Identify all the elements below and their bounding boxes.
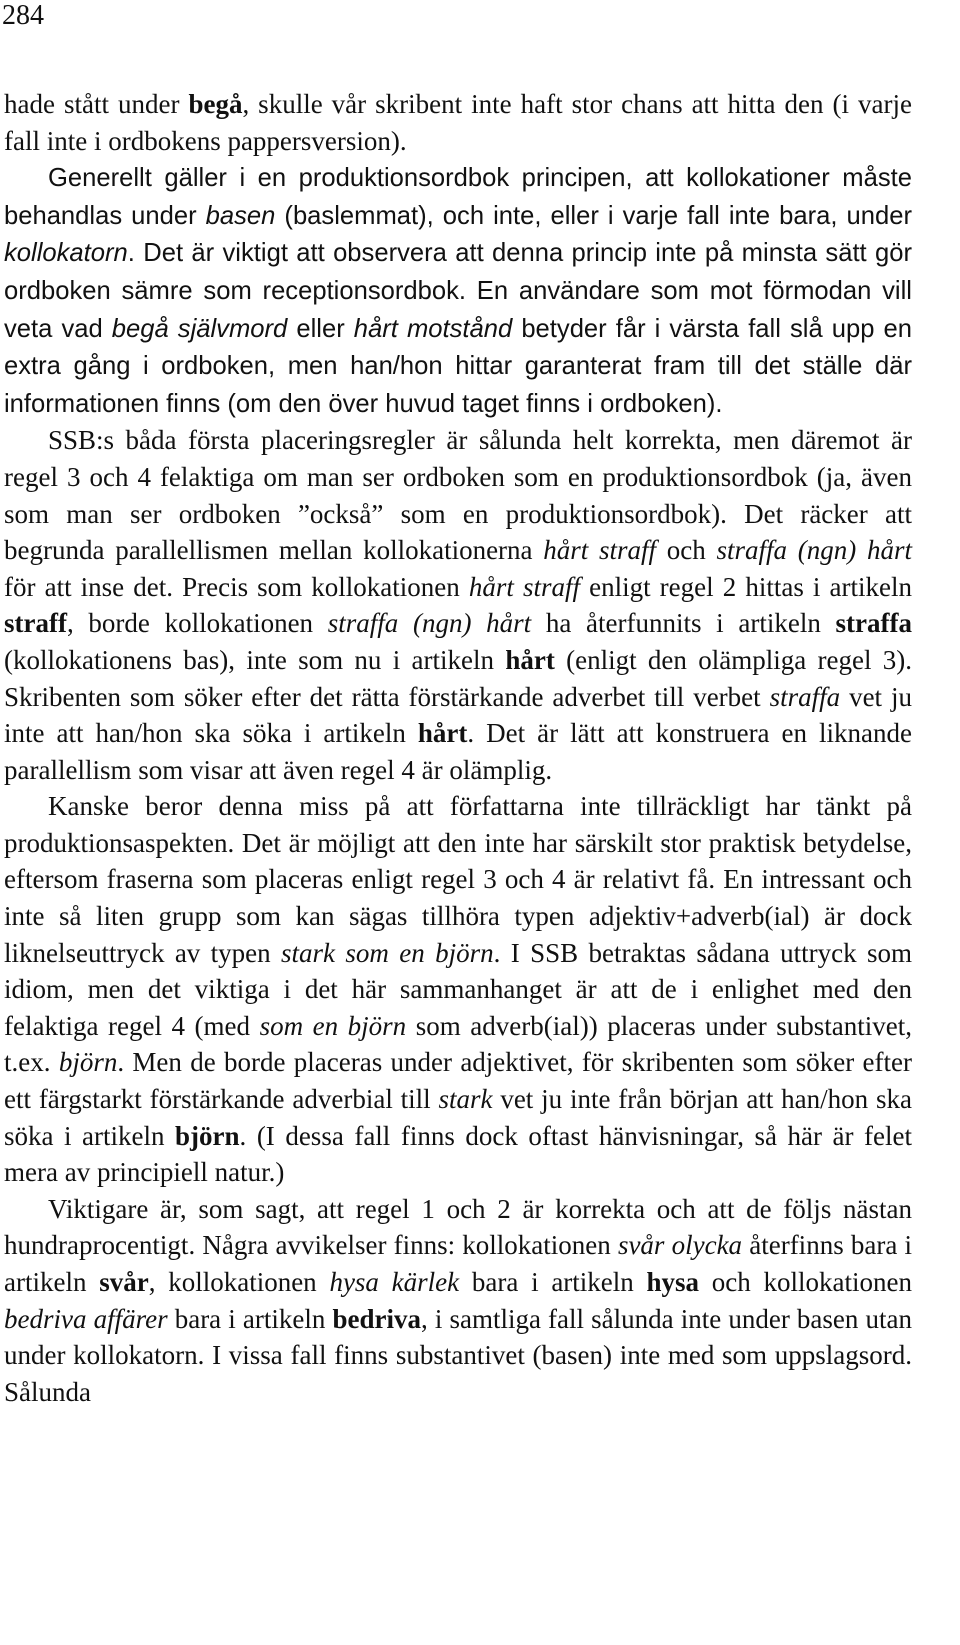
text-run: . Det är viktigt att observera att denna princip inte på minsta sätt gör ordboken sämre som receptionsordbok. En användare som mot förmodan vill veta vad: [4, 239, 912, 343]
example-run: hysa kärlek: [329, 1267, 460, 1297]
text-run: hade stått under: [4, 89, 189, 119]
example-run: bedriva affärer: [4, 1303, 168, 1334]
example-run: hårt motstånd: [353, 314, 513, 343]
headword-run: björn: [175, 1120, 240, 1151]
text-run: (kollokationens bas), inte som nu i artikeln: [4, 644, 506, 675]
example-run: som en björn: [259, 1010, 407, 1041]
text-run: ha återfunnits i artikeln: [531, 608, 836, 639]
example-run: hårt straff: [468, 571, 580, 602]
paragraph-p2: [4, 159, 912, 422]
text-run: . I SSB betraktas sådana uttryck som idiom, men det viktiga i det här sammanhanget är att de i enlighet med den felaktiga regel 4 (med: [4, 937, 912, 1041]
text-run: enligt regel 2 hittas i artikeln: [580, 571, 912, 602]
headword-run: begå: [188, 89, 243, 119]
text-run: Kanske beror denna miss på att författarna inte tillräckligt har tänkt på produktionsaspekten. Det är möjligt att den inte har särskilt stor praktisk betydelse, eftersom fraserna som placeras enligt regel 3 och 4 är relativt få. En intressant och inte så liten grupp som kan sägas tillhöra typen adjektiv+adverb(ial) är dock liknelseuttryck av typen: [4, 791, 912, 968]
example-run: straffa (ngn) hårt: [716, 535, 913, 566]
body-text: [4, 86, 912, 1410]
example-run: kollokatorn: [4, 239, 128, 268]
text-run: eller: [287, 314, 354, 343]
text-run: återfinns bara i artikeln: [4, 1230, 912, 1297]
headword-run: hårt: [505, 644, 555, 675]
text-run: , kollokationen: [148, 1267, 330, 1297]
text-run: vet ju inte från början att han/hon ska söka i artikeln: [4, 1084, 912, 1151]
headword-run: hysa: [646, 1267, 700, 1297]
text-run: , skulle vår skribent inte haft stor chans att hitta den (i varje fall inte i ordbokens pappersversion).: [4, 89, 912, 156]
example-run: stark: [438, 1084, 493, 1115]
text-run: SSB:s båda första placeringsregler är sålunda helt korrekta, men däremot är regel 3 och 4 felaktiga om man ser ordboken som en produktionsordbok (ja, även som man ser ordboken ”också” som en produktionsordbok). Det räcker att begrunda parallellismen mellan kollokationerna: [4, 425, 912, 566]
text-run: . Men de borde placeras under adjektivet, för skribenten som söker efter ett färgstarkt förstärkande adverbial till: [4, 1047, 912, 1115]
text-run: och: [656, 535, 717, 566]
text-run: . (I dessa fall finns dock oftast hänvisningar, så här är felet mera av principiell natur.): [4, 1120, 912, 1188]
example-run: stark som en björn: [281, 937, 494, 968]
example-run: hårt straff: [543, 535, 657, 566]
headword-run: bedriva: [332, 1303, 421, 1334]
paragraph-p1: [4, 86, 912, 159]
text-run: och kollokationen: [699, 1267, 913, 1297]
text-run: betyder får i värsta fall slå upp en extra gång i ordboken, men han/hon hittar garanterat fram till det ställe där informationen finns (om den över huvud taget finns i ordboken).: [4, 314, 912, 418]
text-run: (enligt den olämpliga regel 3). Skribenten som söker efter det rätta förstärkande adverbet till verbet: [4, 644, 913, 712]
text-run: , borde kollokationen: [66, 608, 328, 639]
text-run: (baslemmat), och inte, eller i varje fall inte bara, under: [275, 201, 912, 230]
headword-run: svår: [99, 1267, 149, 1297]
headword-run: straff: [4, 608, 67, 639]
text-run: . Det är lätt att konstruera en liknande parallellism som visar att även regel 4 är olämplig.: [4, 718, 912, 785]
headword-run: hårt: [417, 718, 468, 749]
text-run: Generellt gäller i en produktionsordbok principen, att kollokationer måste behandlas under: [4, 164, 912, 230]
example-run: straffa (ngn) hårt: [327, 608, 532, 639]
text-run: bara i artikeln: [167, 1303, 333, 1334]
paragraph-p5: [4, 1191, 912, 1411]
text-run: som adverb(ial)) placeras under substantivet, t.ex.: [4, 1010, 913, 1078]
text-run: , i samtliga fall sålunda inte under basen utan under kollokatorn. I vissa fall finns substantivet (basen) inte med som uppslagsord. Sålunda: [4, 1303, 912, 1407]
text-run: Viktigare är, som sagt, att regel 1 och 2 är korrekta och att de följs nästan hundraprocentigt. Några avvikelser finns: kollokationen: [4, 1193, 912, 1261]
headword-run: straffa: [835, 608, 912, 639]
paragraph-p4: [4, 788, 912, 1191]
text-run: vet ju inte att han/hon ska söka i artikeln: [4, 681, 912, 749]
example-run: begå självmord: [111, 314, 288, 343]
text-run: för att inse det. Precis som kollokationen: [4, 571, 469, 602]
example-run: svår olycka: [617, 1230, 743, 1261]
page-number: 284: [2, 0, 44, 31]
example-run: basen: [205, 201, 276, 230]
example-run: straffa: [769, 681, 841, 712]
paragraph-p3: [4, 422, 912, 788]
text-run: bara i artikeln: [459, 1267, 647, 1297]
example-run: björn: [58, 1047, 118, 1078]
